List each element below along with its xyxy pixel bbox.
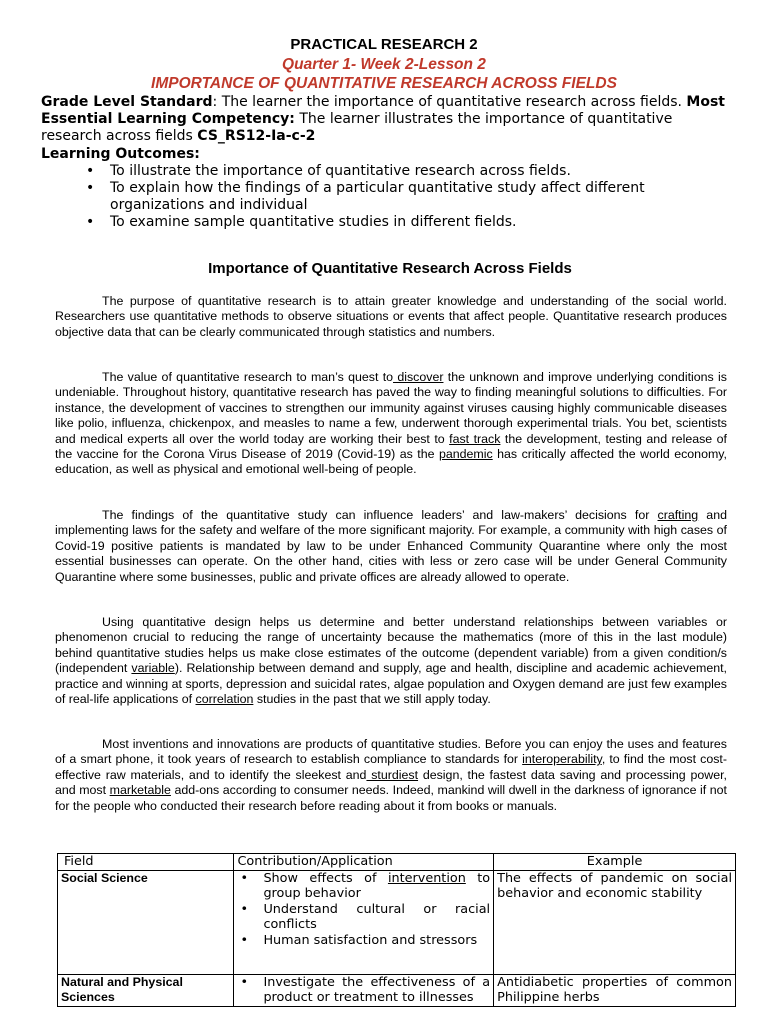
contribution-list — [237, 975, 490, 1006]
melc-label: Most Essential Learning Competency: — [41, 94, 725, 127]
list-item: • To examine sample quantitative studies in different fields. — [86, 214, 686, 231]
table-row — [58, 870, 736, 974]
lesson-topic: IMPORTANCE OF QUANTITATIVE RESEARCH ACROSS FIELDS — [151, 75, 617, 92]
standards-block — [41, 94, 731, 145]
list-item: • Investigate the effectiveness of a product or treatment to illnesses — [237, 975, 490, 1006]
learning-outcomes-label: Learning Outcomes: — [41, 146, 200, 162]
fields-table — [57, 853, 736, 1007]
field-name: Natural and Physical Sciences — [61, 974, 183, 1004]
list-item: • To explain how the findings of a particular quantitative study affect different organizations and individual — [86, 180, 686, 214]
grade-level-label: Grade Level Standard — [41, 94, 213, 110]
list-item: • To illustrate the importance of quantitative research across fields. — [86, 163, 686, 180]
example-cell: The effects of pandemic on social behavior and economic stability — [494, 870, 736, 974]
competency-code: CS_RS12-Ia-c-2 — [197, 128, 316, 144]
header-contribution: Contribution/Application — [234, 854, 494, 871]
contribution-list — [237, 871, 490, 949]
learning-outcomes-list — [86, 163, 686, 231]
grade-level-text: : The learner the importance of quantitative research across fields. — [212, 94, 687, 110]
paragraph-design: Using quantitative design helps us determine and better understand relationships between variables or phenomenon crucial to reducing the range of uncertainty because the mathematics (more of this in the last module) behind quantitative studies helps us make close estimates of the outcome (dependent variable) from a given condition/s (independent variable). Relationship between demand and supply, age and health, discipline and academic achievement, practice and winning at sports, depression and suicidal rates, algae population and Oxygen demand are just few examples of real-life applications of correlation studies in the past that we still apply today. — [55, 615, 727, 707]
page-title: PRACTICAL RESEARCH 2 — [290, 36, 478, 53]
example-cell: Antidiabetic properties of common Philippine herbs — [494, 974, 736, 1006]
table-header-row — [58, 854, 736, 871]
paragraph-findings: The findings of the quantitative study can influence leaders’ and law-makers’ decisions for crafting and implementing laws for the safety and welfare of the more significant majority. For example, a community with high cases of Covid-19 positive patients is mandated by law to be under Enhanced Community Quarantine where only the most essential businesses can operate. On the other hand, cities with less or zero case will be under General Community Quarantine where some businesses, public and private offices are already allowed to operate. — [55, 508, 727, 584]
paragraph-value: The value of quantitative research to man’s quest to discover the unknown and improve underlying conditions is undeniable. Throughout history, quantitative research has paved the way to finding meaningful solutions to difficulties. For instance, the development of vaccines to strengthen our immunity against viruses causing highly communicable diseases like polio, influenza, chickenpox, and measles to name a few, underwent thorough experimental trials. You bet, scientists and medical experts all over the world today are working their best to fast track the development, testing and release of the vaccine for the Corona Virus Disease of 2019 (Covid-19) as the pandemic has critically affected the world economy, education, as well as physical and emotional well-being of people. — [55, 370, 727, 477]
melc-text: The learner illustrates the importance of quantitative research across fields — [41, 111, 673, 144]
section-title: Importance of Quantitative Research Across Fields — [208, 260, 572, 277]
paragraph-purpose: The purpose of quantitative research is to attain greater knowledge and understanding of the social world. Researchers use quantitative methods to observe situations or events that affect people. Quantitative research produces objective data that can be clearly communicated through statistics and numbers. — [55, 294, 727, 339]
list-item: • Understand cultural or racial conflicts — [237, 902, 490, 933]
list-item: • Show effects of intervention to group behavior — [237, 871, 490, 902]
header-field: Field — [58, 854, 234, 871]
table-row — [58, 974, 736, 1006]
list-item: • Human satisfaction and stressors — [237, 933, 490, 949]
header-example: Example — [494, 854, 736, 871]
field-name: Social Science — [61, 870, 148, 885]
paragraph-inventions: Most inventions and innovations are products of quantitative studies. Before you can enjoy the uses and features of a smart phone, it took years of research to establish compliance to standards for interoperability, to find the most cost-effective raw materials, and to identify the sleekest and sturdiest design, the fastest data saving and processing power, and most marketable add-ons according to consumer needs. Indeed, mankind will dwell in the darkness of ignorance if not for the people who conducted their research before reading about it from books or manuals. — [55, 737, 727, 813]
lesson-subtitle: Quarter 1- Week 2-Lesson 2 — [282, 56, 486, 73]
